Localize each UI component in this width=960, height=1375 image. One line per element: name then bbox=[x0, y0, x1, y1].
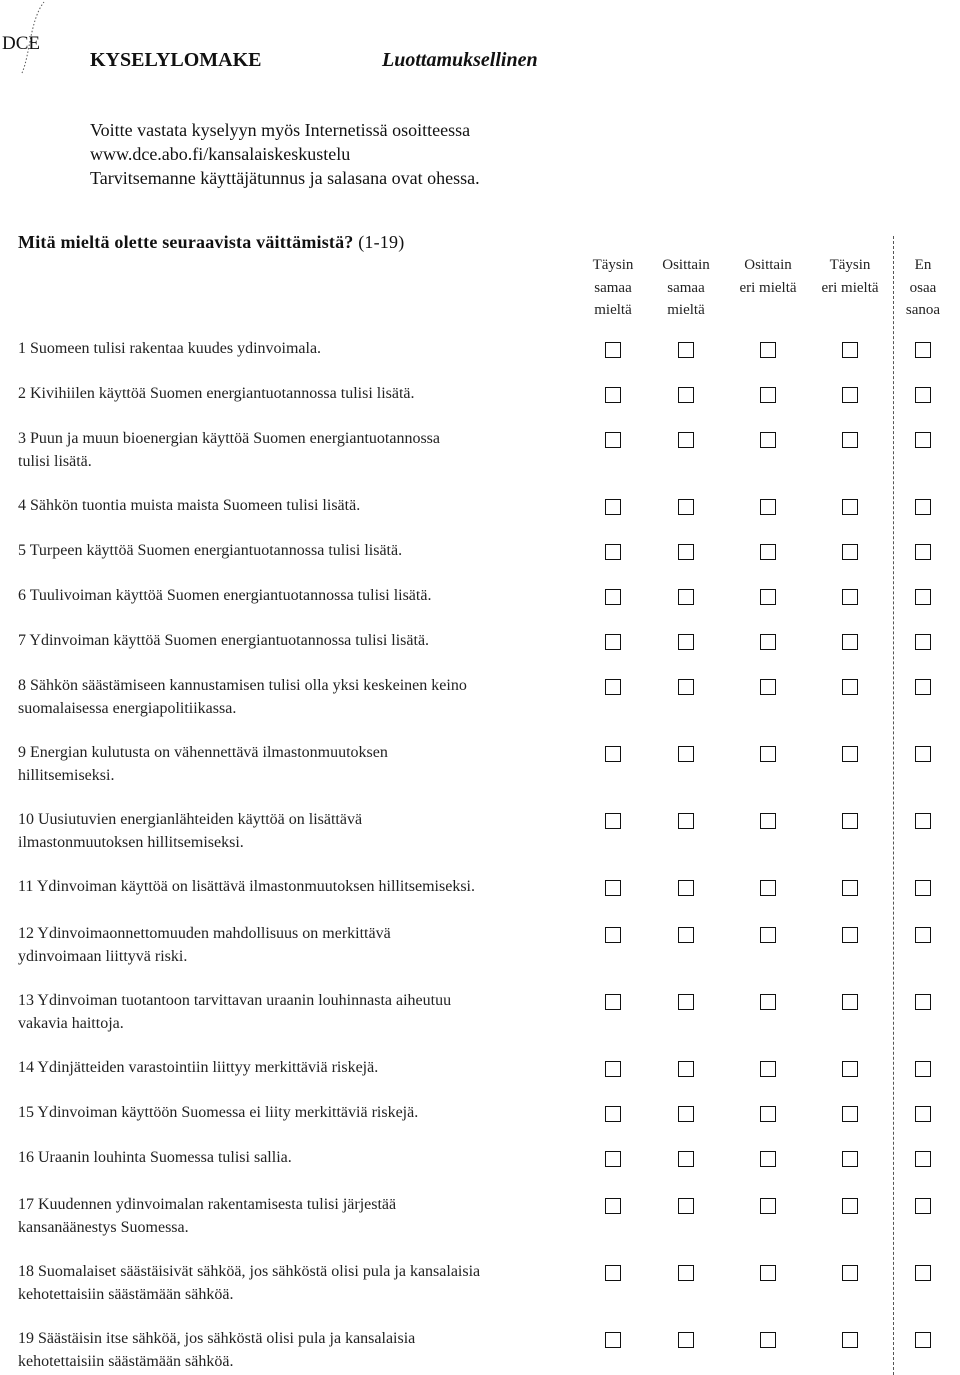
checkbox-q4-col4[interactable] bbox=[842, 499, 858, 515]
statement-text: 5 Turpeen käyttöä Suomen energiantuotannossa tulisi lisätä. bbox=[18, 542, 403, 559]
statement-text: kehotettaisiin säästämään sähköä. bbox=[18, 1352, 234, 1370]
checkbox-q19-col5[interactable] bbox=[915, 1332, 931, 1348]
column-header-1 bbox=[573, 254, 653, 322]
column-header-line: mieltä bbox=[667, 302, 705, 318]
checkbox-q13-col4[interactable] bbox=[842, 994, 858, 1010]
form-title: KYSELYLOMAKE bbox=[90, 49, 262, 71]
statement-18 bbox=[18, 1261, 578, 1306]
checkbox-q15-col5[interactable] bbox=[915, 1106, 931, 1122]
statement-text: 17 Kuudennen ydinvoimalan rakentamisesta tulisi järjestää bbox=[18, 1196, 397, 1213]
checkbox-q1-col3[interactable] bbox=[760, 342, 776, 358]
checkbox-q18-col2[interactable] bbox=[678, 1265, 694, 1281]
checkbox-q3-col3[interactable] bbox=[760, 432, 776, 448]
statement-4 bbox=[18, 495, 578, 518]
checkbox-q12-col5[interactable] bbox=[915, 927, 931, 943]
checkbox-q16-col5[interactable] bbox=[915, 1151, 931, 1167]
checkbox-q5-col1[interactable] bbox=[605, 544, 621, 560]
statement-text: 11 Ydinvoiman käyttöä on lisättävä ilmastonmuutoksen hillitsemiseksi. bbox=[18, 878, 475, 895]
statement-text: 3 Puun ja muun bioenergian käyttöä Suomen energiantuotannossa bbox=[18, 430, 440, 447]
checkbox-q10-col2[interactable] bbox=[678, 813, 694, 829]
checkbox-q14-col5[interactable] bbox=[915, 1061, 931, 1077]
checkbox-q9-col4[interactable] bbox=[842, 746, 858, 762]
statement-11 bbox=[18, 876, 578, 899]
checkbox-q2-col4[interactable] bbox=[842, 387, 858, 403]
checkbox-q18-col3[interactable] bbox=[760, 1265, 776, 1281]
statement-text: kehotettaisiin säästämään sähköä. bbox=[18, 1285, 234, 1303]
statement-text: 14 Ydinjätteiden varastointiin liittyy merkittäviä riskejä. bbox=[18, 1059, 379, 1076]
question-text: Mitä mieltä olette seuraavista väittämistä? bbox=[18, 232, 354, 252]
column-header-line: osaa bbox=[909, 279, 937, 296]
intro-line: Voitte vastata kyselyyn myös Internetissä osoitteessa bbox=[90, 120, 471, 140]
checkbox-q11-col2[interactable] bbox=[678, 880, 694, 896]
checkbox-q2-col2[interactable] bbox=[678, 387, 694, 403]
statement-text: 15 Ydinvoiman käyttöön Suomessa ei liity merkittäviä riskejä. bbox=[18, 1104, 419, 1121]
statement-6 bbox=[18, 585, 578, 608]
checkbox-q9-col2[interactable] bbox=[678, 746, 694, 762]
checkbox-q12-col4[interactable] bbox=[842, 927, 858, 943]
checkbox-q10-col5[interactable] bbox=[915, 813, 931, 829]
checkbox-q4-col2[interactable] bbox=[678, 499, 694, 515]
checkbox-q6-col5[interactable] bbox=[915, 589, 931, 605]
column-header-line: Täysin bbox=[829, 257, 871, 273]
dce-logo bbox=[0, 0, 60, 75]
checkbox-q16-col3[interactable] bbox=[760, 1151, 776, 1167]
statement-text: 6 Tuulivoiman käyttöä Suomen energiantuotannossa tulisi lisätä. bbox=[18, 587, 432, 604]
checkbox-q11-col3[interactable] bbox=[760, 880, 776, 896]
checkbox-q14-col2[interactable] bbox=[678, 1061, 694, 1077]
statement-text: 7 Ydinvoiman käyttöä Suomen energiantuotannossa tulisi lisätä. bbox=[18, 632, 430, 649]
checkbox-q6-col2[interactable] bbox=[678, 589, 694, 605]
checkbox-q12-col2[interactable] bbox=[678, 927, 694, 943]
checkbox-q11-col5[interactable] bbox=[915, 880, 931, 896]
checkbox-q14-col1[interactable] bbox=[605, 1061, 621, 1077]
checkbox-q9-col1[interactable] bbox=[605, 746, 621, 762]
column-header-line: sanoa bbox=[905, 302, 941, 318]
statement-5 bbox=[18, 540, 578, 563]
statement-8 bbox=[18, 675, 578, 720]
statement-text: ydinvoimaan liittyvä riski. bbox=[18, 947, 188, 965]
statement-12 bbox=[18, 923, 578, 968]
checkbox-q10-col4[interactable] bbox=[842, 813, 858, 829]
statement-text: 10 Uusiutuvien energianlähteiden käyttöä on lisättävä bbox=[18, 811, 363, 828]
statement-17 bbox=[18, 1194, 578, 1239]
question-range: (1-19) bbox=[358, 232, 405, 252]
statement-text: suomalaisessa energiapolitiikassa. bbox=[18, 699, 237, 717]
statement-15 bbox=[18, 1102, 578, 1125]
statement-text: hillitsemiseksi. bbox=[18, 766, 115, 784]
column-header-line: mieltä bbox=[594, 302, 632, 318]
statement-2 bbox=[18, 383, 578, 406]
checkbox-q8-col2[interactable] bbox=[678, 679, 694, 695]
checkbox-q2-col5[interactable] bbox=[915, 387, 931, 403]
checkbox-q14-col4[interactable] bbox=[842, 1061, 858, 1077]
checkbox-q18-col5[interactable] bbox=[915, 1265, 931, 1281]
checkbox-q5-col2[interactable] bbox=[678, 544, 694, 560]
statement-text: 8 Sähkön säästämiseen kannustamisen tulisi olla yksi keskeinen keino bbox=[18, 677, 467, 694]
column-header-line: eri mieltä bbox=[821, 279, 879, 296]
column-header-line: samaa bbox=[667, 279, 705, 296]
checkbox-q13-col2[interactable] bbox=[678, 994, 694, 1010]
statement-text: 18 Suomalaiset säästäisivät sähköä, jos sähköstä olisi pula ja kansalaisia bbox=[18, 1263, 481, 1280]
column-header-line: Täysin bbox=[592, 257, 634, 273]
checkbox-q2-col3[interactable] bbox=[760, 387, 776, 403]
checkbox-q10-col3[interactable] bbox=[760, 813, 776, 829]
checkbox-q17-col3[interactable] bbox=[760, 1198, 776, 1214]
checkbox-q17-col5[interactable] bbox=[915, 1198, 931, 1214]
checkbox-q14-col3[interactable] bbox=[760, 1061, 776, 1077]
checkbox-q4-col3[interactable] bbox=[760, 499, 776, 515]
checkbox-q19-col1[interactable] bbox=[605, 1332, 621, 1348]
checkbox-q2-col1[interactable] bbox=[605, 387, 621, 403]
column-header-line: Osittain bbox=[662, 257, 710, 273]
confidential-label: Luottamuksellinen bbox=[382, 49, 538, 71]
checkbox-q15-col3[interactable] bbox=[760, 1106, 776, 1122]
checkbox-q7-col4[interactable] bbox=[842, 634, 858, 650]
question-heading bbox=[18, 232, 404, 253]
checkbox-q4-col1[interactable] bbox=[605, 499, 621, 515]
statement-1 bbox=[18, 338, 578, 361]
checkbox-q11-col1[interactable] bbox=[605, 880, 621, 896]
logo-text: DCE bbox=[2, 33, 40, 54]
checkbox-q17-col4[interactable] bbox=[842, 1198, 858, 1214]
statement-19 bbox=[18, 1328, 578, 1373]
checkbox-q8-col3[interactable] bbox=[760, 679, 776, 695]
checkbox-q1-col2[interactable] bbox=[678, 342, 694, 358]
checkbox-q15-col1[interactable] bbox=[605, 1106, 621, 1122]
statement-text: 2 Kivihiilen käyttöä Suomen energiantuotannossa tulisi lisätä. bbox=[18, 385, 415, 402]
statement-9 bbox=[18, 742, 578, 787]
checkbox-q13-col3[interactable] bbox=[760, 994, 776, 1010]
checkbox-q3-col5[interactable] bbox=[915, 432, 931, 448]
column-divider bbox=[893, 236, 894, 1375]
column-header-3 bbox=[728, 254, 808, 299]
statement-text: 1 Suomeen tulisi rakentaa kuudes ydinvoimala. bbox=[18, 340, 322, 357]
statement-7 bbox=[18, 630, 578, 653]
checkbox-q6-col1[interactable] bbox=[605, 589, 621, 605]
statement-text: 12 Ydinvoimaonnettomuuden mahdollisuus on merkittävä bbox=[18, 925, 391, 942]
checkbox-q1-col1[interactable] bbox=[605, 342, 621, 358]
statement-text: 9 Energian kulutusta on vähennettävä ilmastonmuutoksen bbox=[18, 744, 388, 761]
checkbox-q5-col4[interactable] bbox=[842, 544, 858, 560]
checkbox-q18-col1[interactable] bbox=[605, 1265, 621, 1281]
checkbox-q11-col4[interactable] bbox=[842, 880, 858, 896]
column-header-line: En bbox=[914, 257, 932, 273]
checkbox-q7-col5[interactable] bbox=[915, 634, 931, 650]
column-header-line: samaa bbox=[594, 279, 632, 296]
statement-text: tulisi lisätä. bbox=[18, 452, 92, 470]
checkbox-q7-col3[interactable] bbox=[760, 634, 776, 650]
checkbox-q17-col2[interactable] bbox=[678, 1198, 694, 1214]
statement-text: 19 Säästäisin itse sähköä, jos sähköstä olisi pula ja kansalaisia bbox=[18, 1330, 416, 1347]
checkbox-q13-col1[interactable] bbox=[605, 994, 621, 1010]
checkbox-q19-col2[interactable] bbox=[678, 1332, 694, 1348]
intro-url: www.dce.abo.fi/kansalaiskeskustelu bbox=[90, 144, 351, 164]
checkbox-q16-col1[interactable] bbox=[605, 1151, 621, 1167]
checkbox-q16-col4[interactable] bbox=[842, 1151, 858, 1167]
checkbox-q5-col5[interactable] bbox=[915, 544, 931, 560]
checkbox-q8-col1[interactable] bbox=[605, 679, 621, 695]
statement-text: 16 Uraanin louhinta Suomessa tulisi sallia. bbox=[18, 1149, 292, 1166]
checkbox-q16-col2[interactable] bbox=[678, 1151, 694, 1167]
statement-text: vakavia haittoja. bbox=[18, 1014, 124, 1032]
statement-13 bbox=[18, 990, 578, 1035]
column-header-line: eri mieltä bbox=[739, 279, 797, 296]
checkbox-q12-col1[interactable] bbox=[605, 927, 621, 943]
checkbox-q3-col4[interactable] bbox=[842, 432, 858, 448]
statement-text: 13 Ydinvoiman tuotantoon tarvittavan uraanin louhinnasta aiheutuu bbox=[18, 992, 452, 1009]
checkbox-q1-col5[interactable] bbox=[915, 342, 931, 358]
statement-text: 4 Sähkön tuontia muista maista Suomeen tulisi lisätä. bbox=[18, 497, 361, 514]
intro-line: Tarvitsemanne käyttäjätunnus ja salasana ovat ohessa. bbox=[90, 168, 480, 188]
checkbox-q5-col3[interactable] bbox=[760, 544, 776, 560]
checkbox-q15-col4[interactable] bbox=[842, 1106, 858, 1122]
statement-text: ilmastonmuutoksen hillitsemiseksi. bbox=[18, 833, 244, 851]
statement-3 bbox=[18, 428, 578, 473]
column-header-2 bbox=[646, 254, 726, 322]
checkbox-q7-col2[interactable] bbox=[678, 634, 694, 650]
checkbox-q13-col5[interactable] bbox=[915, 994, 931, 1010]
checkbox-q8-col4[interactable] bbox=[842, 679, 858, 695]
column-header-4 bbox=[810, 254, 890, 299]
checkbox-q19-col4[interactable] bbox=[842, 1332, 858, 1348]
intro-text bbox=[90, 118, 480, 190]
statement-16 bbox=[18, 1147, 578, 1170]
statement-text: kansanäänestys Suomessa. bbox=[18, 1218, 189, 1236]
checkbox-q6-col3[interactable] bbox=[760, 589, 776, 605]
checkbox-q3-col1[interactable] bbox=[605, 432, 621, 448]
checkbox-q7-col1[interactable] bbox=[605, 634, 621, 650]
checkbox-q12-col3[interactable] bbox=[760, 927, 776, 943]
checkbox-q4-col5[interactable] bbox=[915, 499, 931, 515]
checkbox-q18-col4[interactable] bbox=[842, 1265, 858, 1281]
checkbox-q3-col2[interactable] bbox=[678, 432, 694, 448]
checkbox-q6-col4[interactable] bbox=[842, 589, 858, 605]
column-header-line: Osittain bbox=[744, 257, 792, 273]
checkbox-q9-col5[interactable] bbox=[915, 746, 931, 762]
column-header-5 bbox=[883, 254, 960, 322]
checkbox-q1-col4[interactable] bbox=[842, 342, 858, 358]
checkbox-q8-col5[interactable] bbox=[915, 679, 931, 695]
checkbox-q10-col1[interactable] bbox=[605, 813, 621, 829]
checkbox-q9-col3[interactable] bbox=[760, 746, 776, 762]
checkbox-q17-col1[interactable] bbox=[605, 1198, 621, 1214]
statement-10 bbox=[18, 809, 578, 854]
checkbox-q19-col3[interactable] bbox=[760, 1332, 776, 1348]
checkbox-q15-col2[interactable] bbox=[678, 1106, 694, 1122]
statement-14 bbox=[18, 1057, 578, 1080]
